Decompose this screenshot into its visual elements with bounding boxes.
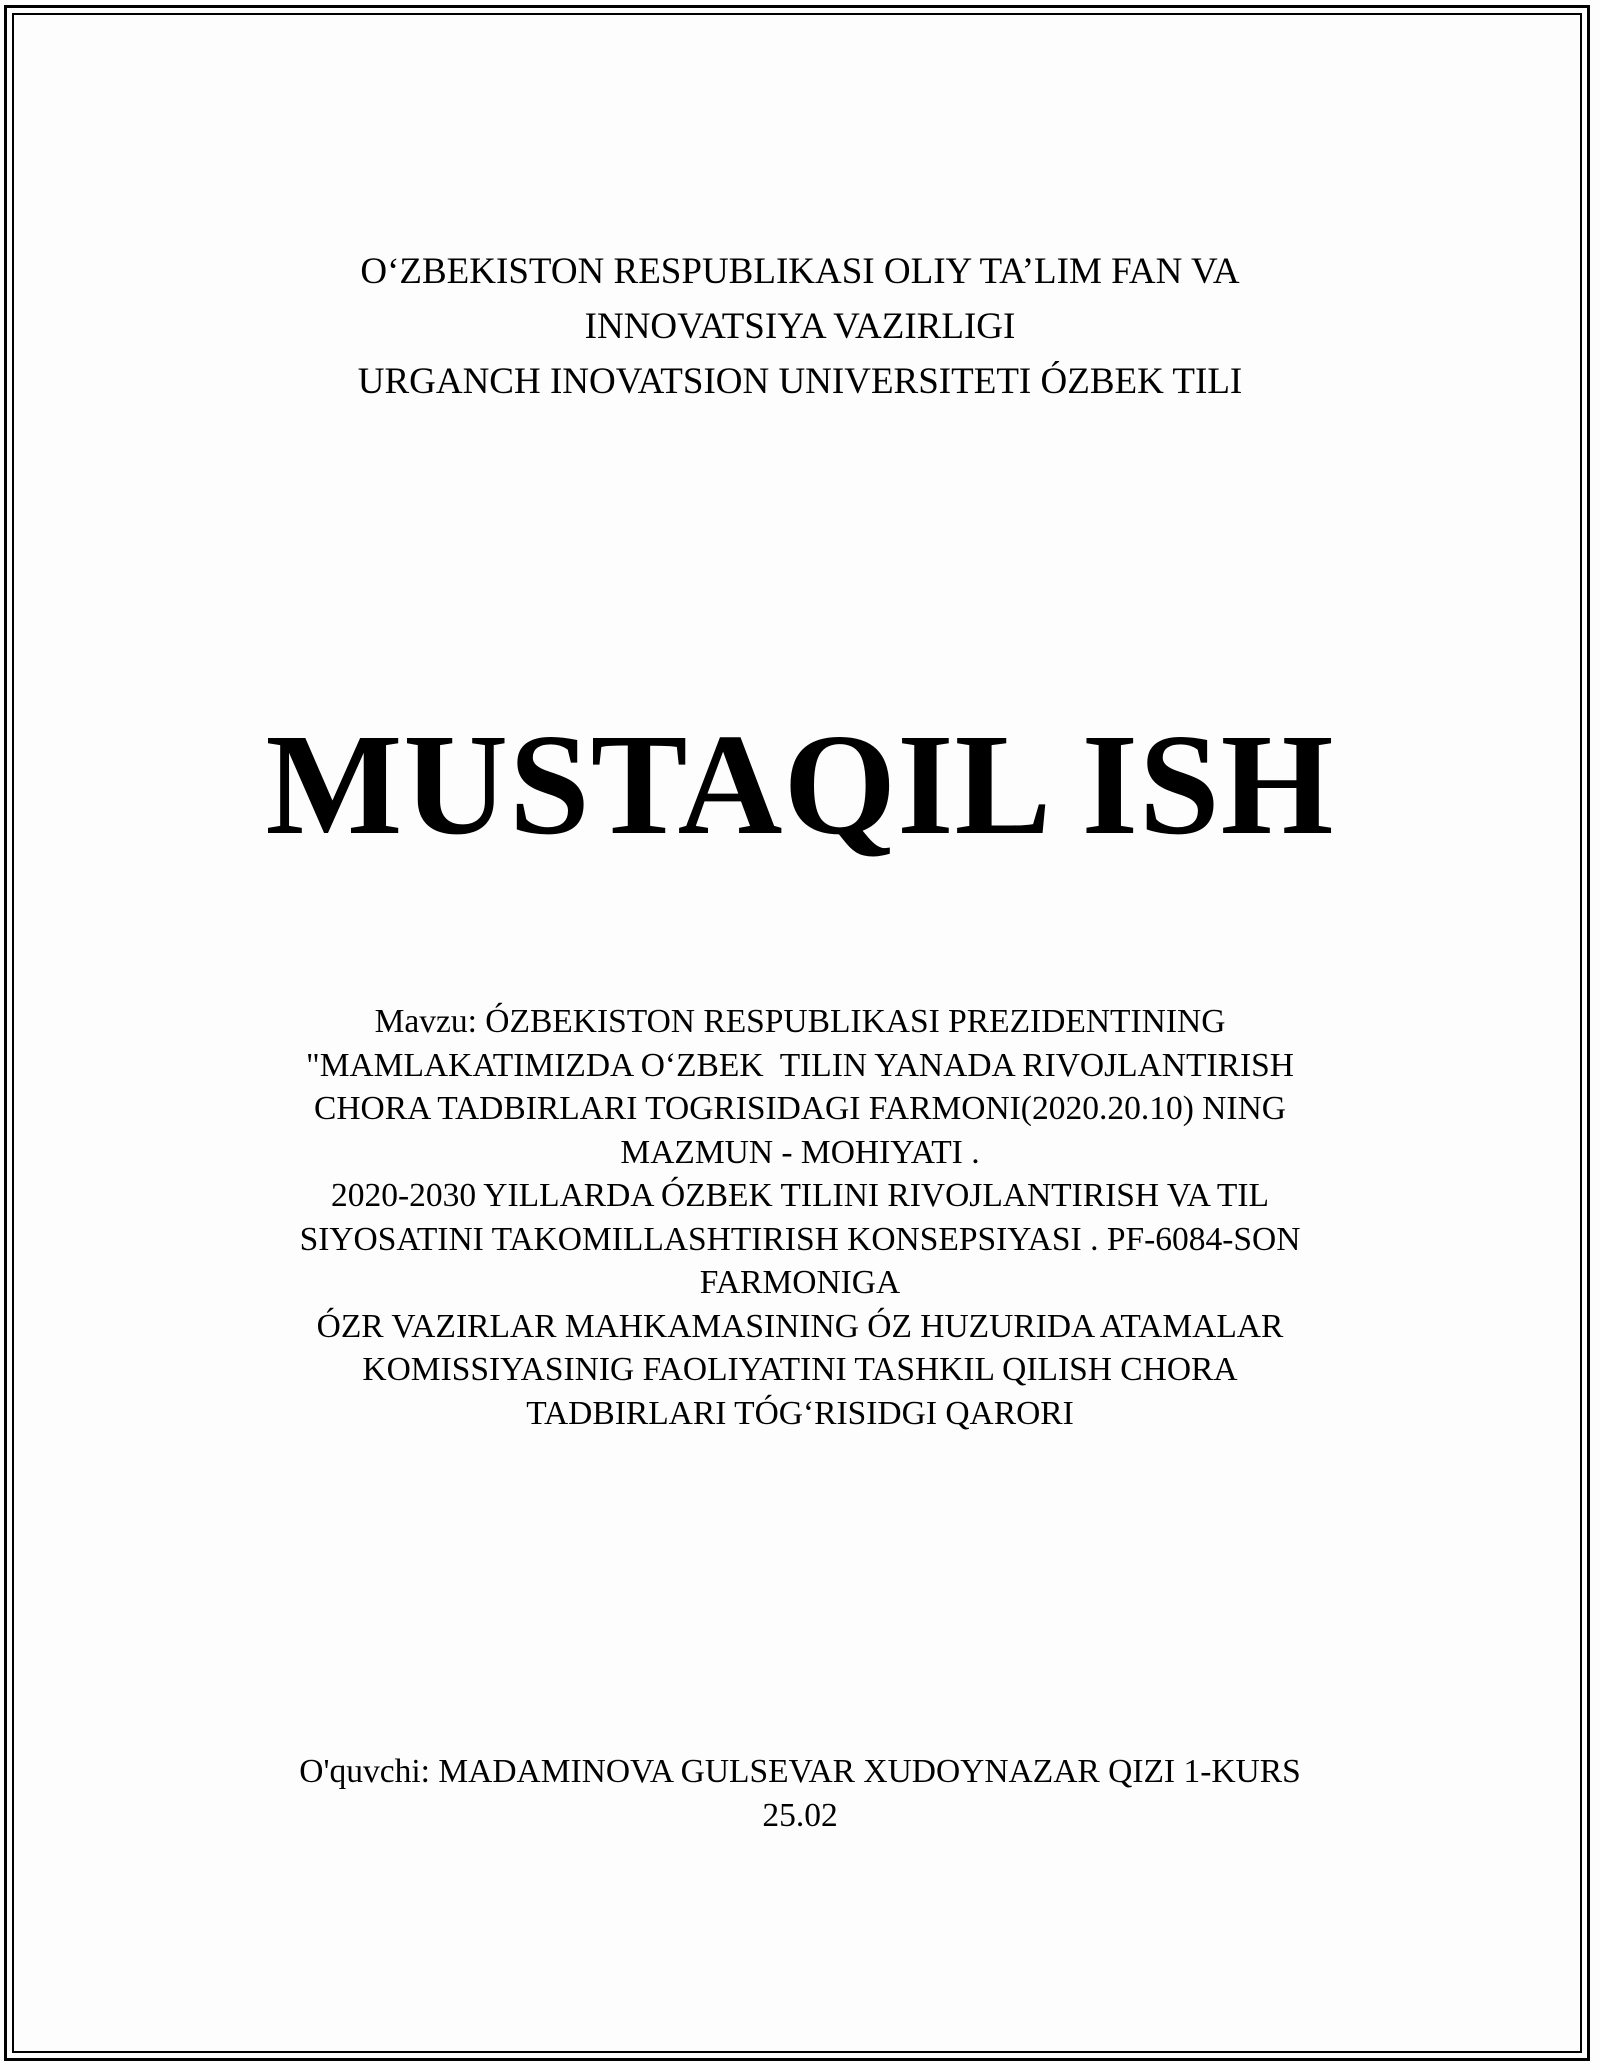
topic-line: CHORA TADBIRLARI TOGRISIDAGI FARMONI(2020.20.10) NING [314,1090,1286,1127]
document-title: MUSTAQIL ISH [265,705,1335,865]
topic-line: TADBIRLARI TÓG‘RISIDGI QARORI [526,1394,1074,1432]
topic-line: 2020-2030 YILLARDA ÓZBEK TILINI RIVOJLANTIRISH VA TIL [331,1177,1269,1214]
topic-line: KOMISSIYASINIG FAOLIYATINI TASHKIL QILISH CHORA [362,1351,1238,1388]
topic-line: "MAMLAKATIMIZDA O‘ZBEK TILIN YANADA RIVOJLANTIRISH [306,1046,1294,1084]
student-name-line: O'quvchi: MADAMINOVA GULSEVAR XUDOYNAZAR QIZI 1-KURS [299,1753,1301,1790]
student-group-line: 25.02 [762,1797,838,1834]
topic-line: SIYOSATINI TAKOMILLASHTIRISH KONSEPSIYASI . PF-6084-SON [299,1220,1301,1258]
student-info [0,1750,1600,1838]
header-line: URGANCH INOVATSION UNIVERSITETI ÓZBEK TILI [357,361,1243,402]
topic-line: FARMONIGA [699,1264,901,1301]
ministry-header [0,244,1600,409]
topic-line: ÓZR VAZIRLAR MAHKAMASINING ÓZ HUZURIDA ATAMALAR [316,1307,1284,1345]
topic-block [0,1000,1600,1435]
header-line: INNOVATSIYA VAZIRLIGI [584,306,1016,347]
topic-line: Mavzu: ÓZBEKISTON RESPUBLIKASI PREZIDENTINING [374,1003,1226,1040]
header-line: O‘ZBEKISTON RESPUBLIKASI OLIY TA’LIM FAN VA [360,251,1240,292]
topic-line: MAZMUN - MOHIYATI . [620,1133,980,1171]
